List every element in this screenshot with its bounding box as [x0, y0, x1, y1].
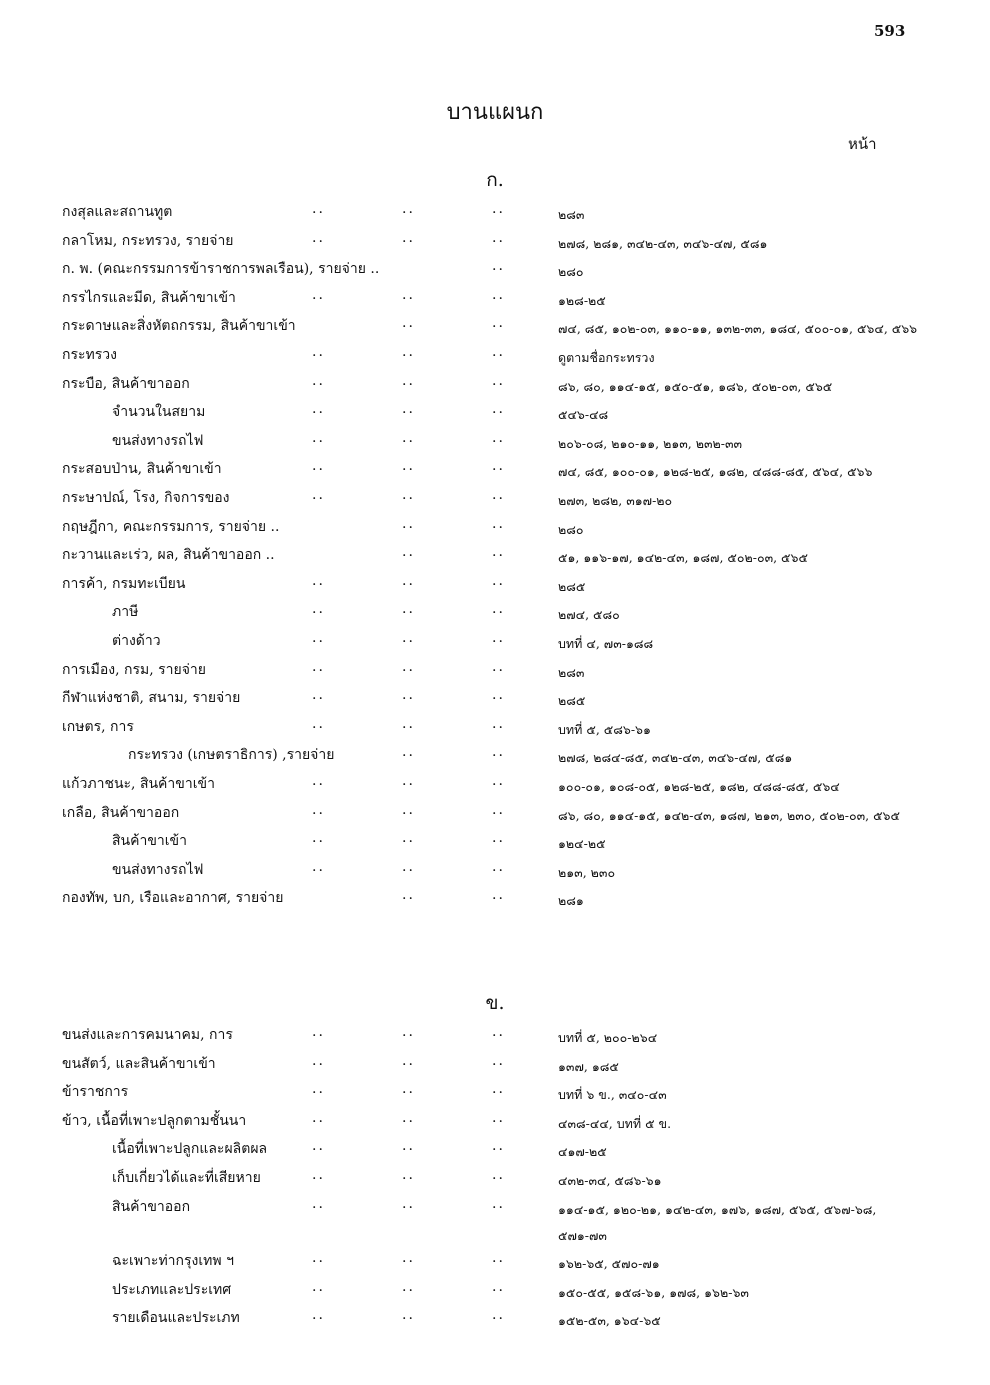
- entry-term: กระทรวง: [62, 347, 117, 363]
- entry-term: ขนส่งทางรถไฟ: [112, 861, 204, 878]
- leader-dots: ..: [402, 715, 415, 732]
- leader-dots: ..: [312, 344, 325, 360]
- entry-term: กระดาษและสิ่งหัตถกรรม, สินค้าขาเข้า: [62, 318, 296, 335]
- leader-dots: ..: [312, 372, 325, 389]
- leader-dots: ..: [402, 1024, 415, 1040]
- leader-dots: ..: [402, 515, 415, 532]
- leader-dots: ..: [312, 658, 325, 675]
- leader-dots: ..: [402, 773, 415, 789]
- entry-pages: ๒๘๐: [558, 521, 584, 537]
- index-entry: [0, 859, 990, 885]
- leader-dots: ..: [312, 1081, 325, 1098]
- leader-dots: ..: [492, 801, 505, 818]
- leader-dots: ..: [492, 1024, 505, 1040]
- leader-dots: ..: [492, 544, 505, 561]
- entry-term: รายเดือนและประเภท: [112, 1310, 240, 1327]
- leader-dots: ..: [402, 658, 415, 675]
- leader-dots: ..: [312, 458, 325, 475]
- leader-dots: ..: [312, 1138, 325, 1155]
- entry-term: ข้าว, เนื้อที่เพาะปลูกตามชั้นนา: [62, 1112, 247, 1129]
- index-entry: [0, 1053, 990, 1079]
- entry-pages: บทที่ ๖ ข., ๓๔๐-๔๓: [558, 1087, 667, 1103]
- entry-pages: ๒๘๕: [558, 693, 586, 709]
- leader-dots: ..: [402, 429, 415, 446]
- entry-term: เก็บเกี่ยวได้และที่เสียหาย: [112, 1170, 261, 1186]
- leader-dots: ..: [312, 572, 325, 589]
- entry-term: กระสอบป่าน, สินค้าขาเข้า: [62, 461, 222, 478]
- entry-pages: ๘๖, ๘๐, ๑๑๔-๑๕, ๑๕๐-๕๑, ๑๘๖, ๕๐๒-๐๓, ๕๖๕: [558, 378, 833, 394]
- leader-dots: ..: [312, 1024, 325, 1040]
- leader-dots: ..: [312, 1167, 325, 1183]
- leader-dots: ..: [492, 229, 505, 246]
- leader-dots: ..: [402, 286, 415, 303]
- index-entry: [0, 430, 990, 456]
- leader-dots: ..: [312, 229, 325, 246]
- leader-dots: ..: [402, 1278, 415, 1295]
- index-entry: [0, 573, 990, 599]
- index-entry: [0, 1110, 990, 1136]
- leader-dots: ..: [312, 487, 325, 503]
- entry-pages: บทที่ ๕, ๒๐๐-๒๖๔: [558, 1030, 658, 1045]
- entry-pages: ๑๒๘-๒๕: [558, 292, 606, 308]
- leader-dots: ..: [492, 201, 505, 217]
- leader-dots: ..: [312, 687, 325, 704]
- leader-dots: ..: [492, 1278, 505, 1295]
- entry-term: กระบือ, สินค้าขาออก: [62, 375, 190, 392]
- leader-dots: ..: [492, 715, 505, 732]
- leader-dots: ..: [492, 344, 505, 360]
- section-letter: ก.: [486, 169, 504, 191]
- entry-pages: ๑๕๐-๕๕, ๑๕๘-๖๑, ๑๗๘, ๑๖๒-๖๓: [558, 1284, 749, 1300]
- entry-term: กรรไกรและมีด, สินค้าขาเข้า: [62, 289, 236, 306]
- index-entry: [0, 201, 990, 227]
- leader-dots: ..: [492, 1307, 505, 1324]
- leader-dots: ..: [312, 830, 325, 847]
- leader-dots: ..: [492, 1195, 505, 1212]
- entry-term: สินค้าขาออก: [112, 1198, 191, 1215]
- leader-dots: ..: [312, 429, 325, 446]
- leader-dots: ..: [312, 201, 325, 217]
- entry-term: การเมือง, กรม, รายจ่าย: [62, 661, 206, 678]
- entry-term: แก้วภาชนะ, สินค้าขาเข้า: [62, 776, 215, 792]
- entry-pages: ๒๑๓, ๒๓๐: [558, 864, 616, 880]
- entry-pages: ๒๘๕: [558, 578, 586, 594]
- leader-dots: ..: [492, 258, 505, 275]
- entry-term: สินค้าขาเข้า: [112, 833, 187, 850]
- index-entry: [0, 1138, 990, 1164]
- leader-dots: ..: [312, 858, 325, 875]
- leader-dots: ..: [402, 201, 415, 217]
- leader-dots: ..: [492, 286, 505, 303]
- entry-term: กีฬาแห่งชาติ, สนาม, รายจ่าย: [62, 690, 241, 707]
- leader-dots: ..: [492, 429, 505, 446]
- leader-dots: ..: [312, 1052, 325, 1069]
- leader-dots: ..: [492, 858, 505, 875]
- index-entry: [0, 887, 990, 913]
- leader-dots: ..: [402, 858, 415, 875]
- leader-dots: ..: [402, 458, 415, 475]
- entry-term: กลาโหม, กระทรวง, รายจ่าย: [62, 232, 234, 249]
- entry-pages: ๕๔๖-๔๘: [558, 407, 609, 423]
- index-entry: [0, 458, 990, 484]
- leader-dots: ..: [312, 801, 325, 818]
- entry-pages: ๘๖, ๘๐, ๑๑๔-๑๕, ๑๔๒-๔๓, ๑๘๗, ๒๑๓, ๒๓๐, ๕๐๒-๐๓, ๕๖๕: [558, 807, 900, 823]
- index-entry: [0, 230, 990, 256]
- leader-dots: ..: [402, 887, 415, 904]
- leader-dots: ..: [402, 315, 415, 332]
- index-entry: [0, 830, 990, 856]
- entry-pages: ๔๓๘-๔๔, บทที่ ๕ ข.: [558, 1115, 672, 1131]
- entry-pages: ๒๘๓: [558, 664, 585, 680]
- leader-dots: ..: [312, 401, 325, 418]
- index-entry: [0, 601, 990, 627]
- entry-pages: ๕๑, ๑๑๖-๑๗, ๑๔๒-๔๓, ๑๘๗, ๕๐๒-๐๓, ๕๖๕: [558, 550, 808, 566]
- leader-dots: ..: [402, 601, 415, 618]
- leader-dots: ..: [312, 1109, 325, 1126]
- entry-term: ขนสัตว์, และสินค้าขาเข้า: [62, 1055, 216, 1072]
- index-entry: [0, 744, 990, 770]
- entry-pages: ๔๓๒-๓๔, ๕๘๖-๖๑: [558, 1173, 662, 1188]
- leader-dots: ..: [492, 830, 505, 847]
- leader-dots: ..: [492, 1109, 505, 1126]
- index-entry: [0, 659, 990, 685]
- leader-dots: ..: [492, 372, 505, 389]
- leader-dots: ..: [402, 801, 415, 818]
- index-entry: [0, 373, 990, 399]
- leader-dots: ..: [492, 630, 505, 646]
- index-entry: [0, 1024, 990, 1050]
- index-entry: [0, 1250, 990, 1276]
- entry-term: ขนส่งและการคมนาคม, การ: [62, 1027, 233, 1043]
- entry-term: ประเภทและประเทศ: [112, 1281, 232, 1298]
- leader-dots: ..: [402, 344, 415, 360]
- leader-dots: ..: [492, 1167, 505, 1183]
- entry-term: การค้า, กรมทะเบียน: [62, 575, 186, 592]
- entry-term: กะวานและเร่ว, ผล, สินค้าขาออก ..: [62, 547, 275, 564]
- page-title: บานแผนก: [446, 100, 544, 125]
- leader-dots: ..: [402, 1109, 415, 1126]
- leader-dots: ..: [492, 572, 505, 589]
- index-entry: [0, 401, 990, 427]
- entry-term: กองทัพ, บก, เรือและอากาศ, รายจ่าย: [62, 890, 284, 907]
- index-entry: [0, 630, 990, 656]
- leader-dots: ..: [402, 487, 415, 503]
- entry-term: เนื้อที่เพาะปลูกและผลิตผล: [112, 1141, 268, 1158]
- page-number: 593: [874, 22, 906, 40]
- leader-dots: ..: [402, 744, 415, 761]
- entry-pages: ๑๑๔-๑๕, ๑๒๐-๒๑, ๑๔๒-๔๓, ๑๗๖, ๑๘๗, ๕๖๕, ๕๖๗-๖๘, ๕๗๑-๗๓: [558, 1201, 877, 1243]
- entry-pages: ๑๕๒-๕๓, ๑๖๔-๖๕: [558, 1313, 661, 1329]
- leader-dots: ..: [402, 544, 415, 561]
- entry-pages: บทที่ ๕, ๕๘๖-๖๑: [558, 721, 651, 737]
- index-entry: [0, 773, 990, 799]
- entry-pages: ดูตามชื่อกระทรวง: [558, 350, 655, 365]
- leader-dots: ..: [492, 773, 505, 789]
- leader-dots: ..: [312, 715, 325, 732]
- leader-dots: ..: [312, 601, 325, 618]
- entry-pages: ๔๑๗-๒๕: [558, 1144, 607, 1160]
- index-entry: [0, 687, 990, 713]
- index-entry: [0, 1195, 990, 1243]
- leader-dots: ..: [312, 286, 325, 303]
- entry-term: ฉะเพาะท่ากรุงเทพ ฯ: [112, 1253, 234, 1270]
- leader-dots: ..: [402, 229, 415, 246]
- leader-dots: ..: [492, 315, 505, 332]
- leader-dots: ..: [492, 687, 505, 704]
- leader-dots: ..: [402, 1052, 415, 1069]
- leader-dots: ..: [402, 1081, 415, 1098]
- leader-dots: ..: [402, 1307, 415, 1324]
- leader-dots: ..: [492, 601, 505, 618]
- leader-dots: ..: [312, 1278, 325, 1295]
- leader-dots: ..: [402, 1167, 415, 1183]
- leader-dots: ..: [492, 1138, 505, 1155]
- leader-dots: ..: [312, 630, 325, 646]
- index-entry: [0, 344, 990, 370]
- leader-dots: ..: [492, 1081, 505, 1098]
- entry-pages: ๒๘๐: [558, 264, 584, 280]
- index-entry: [0, 1307, 990, 1333]
- entry-pages: ๗๔, ๘๕, ๑๐๒-๐๓, ๑๑๐-๑๑, ๑๓๒-๓๓, ๑๘๔, ๕๐๐-๐๑, ๕๖๔, ๕๖๖: [558, 321, 918, 337]
- index-entry: [0, 287, 990, 313]
- leader-dots: ..: [492, 515, 505, 532]
- entry-term: ภาษี: [112, 604, 139, 621]
- index-entry: [0, 1167, 990, 1193]
- leader-dots: ..: [312, 773, 325, 789]
- leader-dots: ..: [402, 1138, 415, 1155]
- entry-term: เกษตร, การ: [62, 718, 134, 735]
- entry-pages: ๑๐๐-๐๑, ๑๐๘-๐๕, ๑๒๘-๒๕, ๑๘๒, ๔๘๘-๘๕, ๕๖๔: [558, 779, 840, 794]
- entry-term: ขนส่งทางรถไฟ: [112, 432, 204, 449]
- index-entry: [0, 487, 990, 513]
- entry-term: ก. พ. (คณะกรรมการข้าราชการพลเรือน), รายจ่าย ..: [62, 261, 380, 278]
- leader-dots: ..: [402, 830, 415, 847]
- index-entry: [0, 258, 990, 284]
- entry-term: ข้าราชการ: [62, 1084, 129, 1101]
- index-entry: [0, 315, 990, 341]
- entry-pages: ๒๗๔, ๕๘๐: [558, 607, 620, 623]
- index-entry: [0, 716, 990, 742]
- leader-dots: ..: [312, 1195, 325, 1212]
- leader-dots: ..: [402, 572, 415, 589]
- entry-pages: ๑๒๔-๒๕: [558, 836, 606, 852]
- leader-dots: ..: [492, 887, 505, 904]
- leader-dots: ..: [492, 1052, 505, 1069]
- leader-dots: ..: [492, 658, 505, 675]
- leader-dots: ..: [402, 1195, 415, 1212]
- entry-pages: ๒๐๖-๐๘, ๒๑๐-๑๑, ๒๑๓, ๒๓๒-๓๓: [558, 435, 743, 451]
- leader-dots: ..: [492, 401, 505, 418]
- index-entry: [0, 802, 990, 828]
- entry-pages: ๒๗๓, ๒๘๒, ๓๑๗-๒๐: [558, 493, 673, 508]
- index-entry: [0, 1279, 990, 1305]
- leader-dots: ..: [402, 401, 415, 418]
- leader-dots: ..: [492, 458, 505, 475]
- entry-term: กฤษฎีกา, คณะกรรมการ, รายจ่าย ..: [62, 518, 280, 535]
- index-entry: [0, 516, 990, 542]
- page-column-label: หน้า: [848, 135, 877, 153]
- leader-dots: ..: [492, 487, 505, 503]
- leader-dots: ..: [312, 1250, 325, 1267]
- entry-term: จำนวนในสยาม: [112, 404, 206, 421]
- leader-dots: ..: [492, 744, 505, 761]
- entry-pages: ๑๓๗, ๑๘๕: [558, 1058, 619, 1074]
- leader-dots: ..: [402, 1250, 415, 1267]
- entry-pages: ๒๘๓: [558, 207, 585, 222]
- entry-pages: ๒๗๘, ๒๘๑, ๓๔๒-๔๓, ๓๔๖-๔๗, ๕๘๑: [558, 235, 768, 251]
- section-letter: ข.: [485, 992, 505, 1014]
- entry-pages: ๒๗๘, ๒๘๔-๘๕, ๓๔๒-๔๓, ๓๔๖-๔๗, ๕๘๑: [558, 750, 793, 766]
- leader-dots: ..: [312, 1307, 325, 1324]
- leader-dots: ..: [402, 687, 415, 704]
- entry-term: กระษาปณ์, โรง, กิจการของ: [62, 490, 230, 506]
- leader-dots: ..: [492, 1250, 505, 1267]
- entry-term: ต่างด้าว: [112, 633, 161, 649]
- entry-pages: บทที่ ๔, ๗๓-๑๘๘: [558, 636, 654, 651]
- entry-pages: ๗๔, ๘๕, ๑๐๐-๐๑, ๑๒๘-๒๕, ๑๘๒, ๔๘๘-๘๕, ๕๖๔, ๕๖๖: [558, 464, 873, 480]
- entry-pages: ๒๘๑: [558, 893, 584, 909]
- index-entry: [0, 1081, 990, 1107]
- leader-dots: ..: [402, 372, 415, 389]
- entry-term: กงสุลและสถานทูต: [62, 204, 173, 220]
- entry-pages: ๑๖๒-๖๕, ๕๗๐-๗๑: [558, 1256, 660, 1272]
- entry-term: กระทรวง (เกษตราธิการ) ,รายจ่าย: [128, 747, 335, 764]
- index-entry: [0, 544, 990, 570]
- entry-term: เกลือ, สินค้าขาออก: [62, 804, 180, 821]
- leader-dots: ..: [402, 630, 415, 646]
